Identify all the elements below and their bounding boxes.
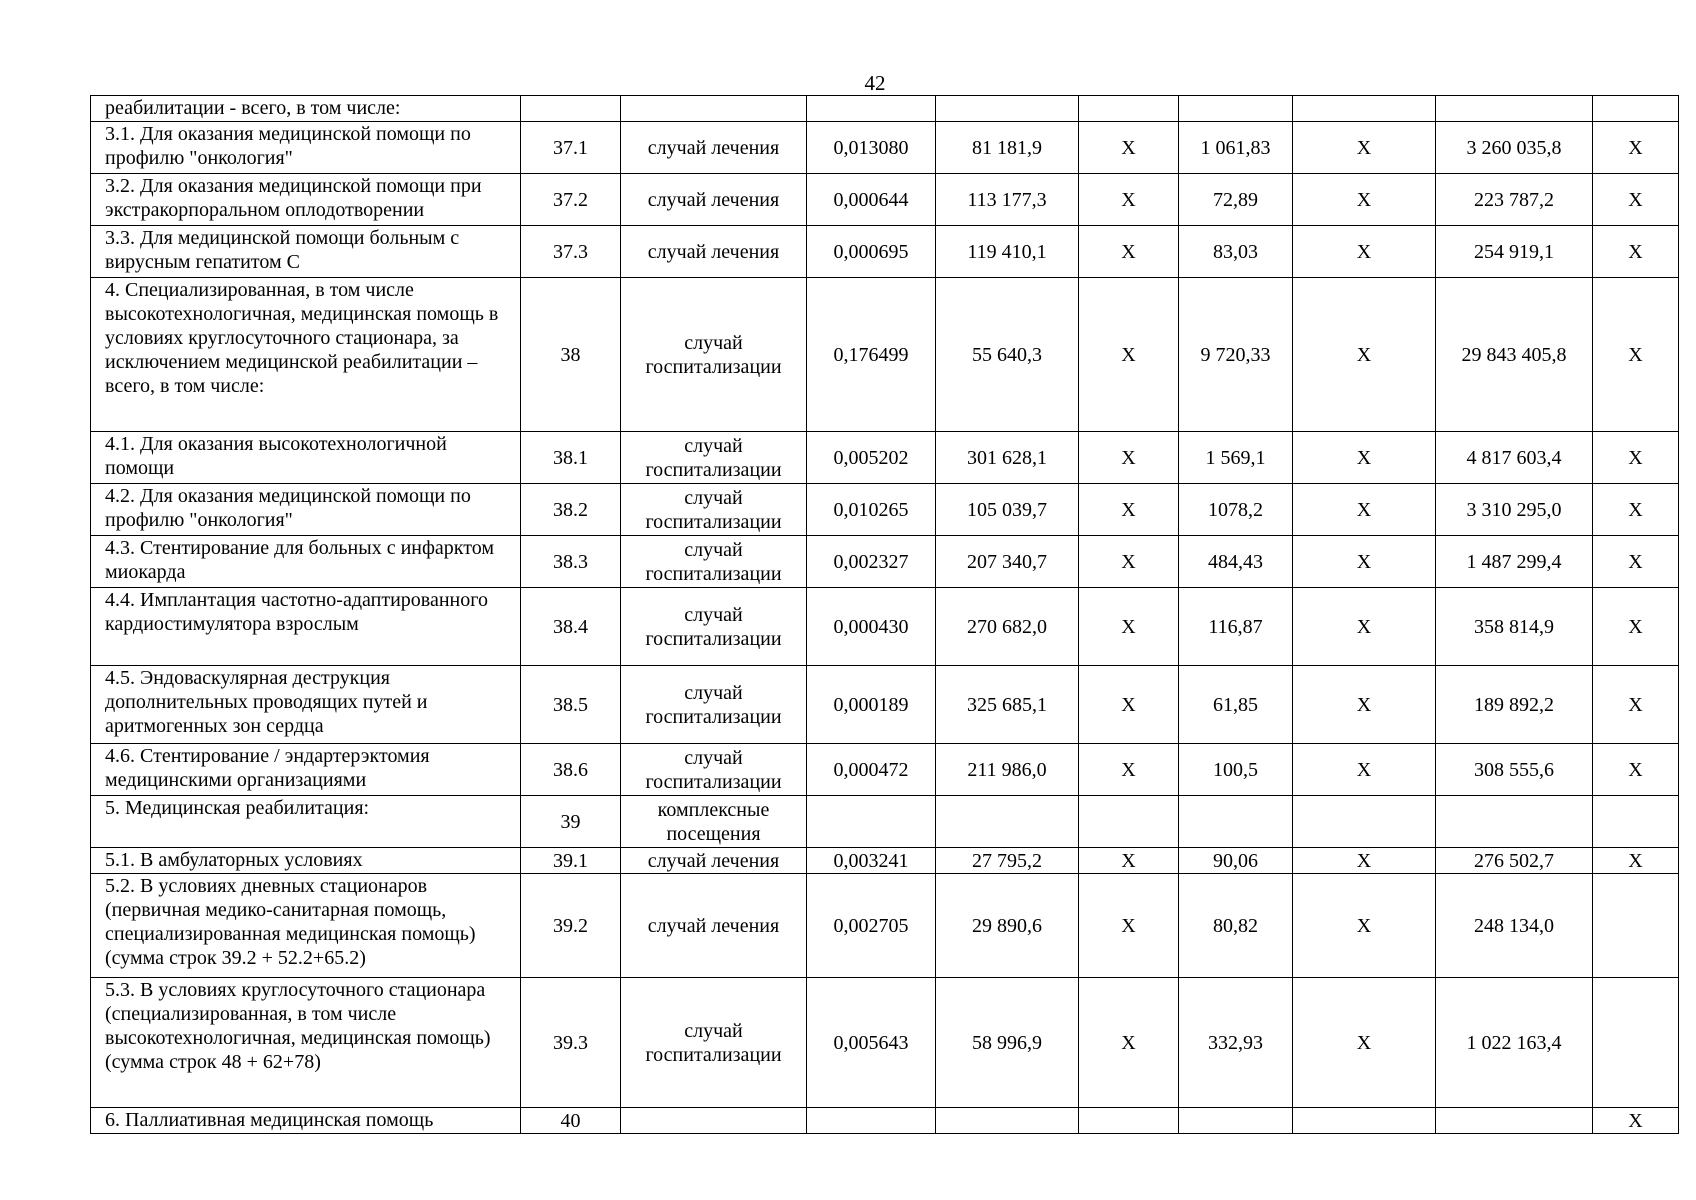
cost-cell: 301 628,1 <box>936 432 1079 484</box>
table-row <box>91 484 1679 536</box>
col9-cell: X <box>1593 536 1679 588</box>
col9-cell <box>1593 874 1679 978</box>
line-number-cell: 38.5 <box>521 666 621 744</box>
col5-cell: X <box>1079 484 1179 536</box>
line-number-cell: 37.2 <box>521 174 621 226</box>
line-number-cell: 38.2 <box>521 484 621 536</box>
table-row <box>91 978 1679 1108</box>
col5-cell: X <box>1079 432 1179 484</box>
col9-cell <box>1593 96 1679 122</box>
col8-cell: 308 555,6 <box>1436 744 1593 796</box>
col7-cell: X <box>1293 122 1436 174</box>
col5-cell <box>1079 1108 1179 1134</box>
col7-cell <box>1293 1108 1436 1134</box>
unit-cell: случай госпитализации <box>621 588 807 666</box>
col7-cell: X <box>1293 666 1436 744</box>
table-row <box>91 874 1679 978</box>
line-number-cell: 39.3 <box>521 978 621 1108</box>
line-number-cell: 37.1 <box>521 122 621 174</box>
col8-cell: 1 022 163,4 <box>1436 978 1593 1108</box>
cost-cell: 81 181,9 <box>936 122 1079 174</box>
line-number-cell: 39 <box>521 796 621 848</box>
row-name-cell: 4.3. Стентирование для больных с инфарктом миокарда <box>91 536 521 588</box>
col6-cell: 9 720,33 <box>1179 278 1293 432</box>
col5-cell: X <box>1079 874 1179 978</box>
norm-cell: 0,005643 <box>807 978 936 1108</box>
norm-cell <box>807 796 936 848</box>
cost-cell: 211 986,0 <box>936 744 1079 796</box>
col6-cell: 72,89 <box>1179 174 1293 226</box>
row-name-cell: реабилитации - всего, в том числе: <box>91 96 521 122</box>
norm-cell: 0,002327 <box>807 536 936 588</box>
col8-cell: 3 310 295,0 <box>1436 484 1593 536</box>
unit-cell: случай лечения <box>621 174 807 226</box>
norm-cell <box>807 1108 936 1134</box>
col9-cell: X <box>1593 122 1679 174</box>
row-name-cell: 4.4. Имплантация частотно-адаптированного кардиостимулятора взрослым <box>91 588 521 666</box>
col6-cell: 90,06 <box>1179 848 1293 874</box>
unit-cell: случай госпитализации <box>621 484 807 536</box>
cost-cell: 113 177,3 <box>936 174 1079 226</box>
col9-cell: X <box>1593 226 1679 278</box>
col7-cell: X <box>1293 588 1436 666</box>
cost-cell <box>936 796 1079 848</box>
cost-cell: 29 890,6 <box>936 874 1079 978</box>
line-number-cell: 38 <box>521 278 621 432</box>
cost-cell: 207 340,7 <box>936 536 1079 588</box>
col9-cell: X <box>1593 848 1679 874</box>
row-name-cell: 4.2. Для оказания медицинской помощи по профилю "онкология" <box>91 484 521 536</box>
page-number: 42 <box>864 71 886 95</box>
cost-cell: 55 640,3 <box>936 278 1079 432</box>
table-row <box>91 96 1679 122</box>
col9-cell: X <box>1593 484 1679 536</box>
col9-cell <box>1593 978 1679 1108</box>
col6-cell: 116,87 <box>1179 588 1293 666</box>
cost-cell: 58 996,9 <box>936 978 1079 1108</box>
col8-cell <box>1436 796 1593 848</box>
col8-cell: 358 814,9 <box>1436 588 1593 666</box>
col6-cell: 1078,2 <box>1179 484 1293 536</box>
table-row <box>91 666 1679 744</box>
col5-cell: X <box>1079 536 1179 588</box>
col5-cell: X <box>1079 122 1179 174</box>
col9-cell <box>1593 796 1679 848</box>
row-name-cell: 4. Специализированная, в том числе высокотехнологичная, медицинская помощь в условиях круглосуточного стационара, за исключением медицинской реабилитации – всего, в том числе: <box>91 278 521 432</box>
norm-cell: 0,003241 <box>807 848 936 874</box>
norm-cell <box>807 96 936 122</box>
col7-cell: X <box>1293 226 1436 278</box>
col7-cell <box>1293 796 1436 848</box>
col8-cell: 276 502,7 <box>1436 848 1593 874</box>
col5-cell: X <box>1079 848 1179 874</box>
norm-cell: 0,000695 <box>807 226 936 278</box>
col6-cell: 1 569,1 <box>1179 432 1293 484</box>
col7-cell: X <box>1293 848 1436 874</box>
table-row <box>91 1108 1679 1134</box>
table-row <box>91 174 1679 226</box>
col6-cell: 80,82 <box>1179 874 1293 978</box>
cost-cell: 270 682,0 <box>936 588 1079 666</box>
col6-cell: 1 061,83 <box>1179 122 1293 174</box>
col9-cell: X <box>1593 174 1679 226</box>
norm-cell: 0,000644 <box>807 174 936 226</box>
col8-cell: 4 817 603,4 <box>1436 432 1593 484</box>
unit-cell <box>621 96 807 122</box>
norm-cell: 0,002705 <box>807 874 936 978</box>
line-number-cell: 39.1 <box>521 848 621 874</box>
unit-cell: случай госпитализации <box>621 666 807 744</box>
col7-cell: X <box>1293 484 1436 536</box>
col9-cell: X <box>1593 588 1679 666</box>
table-row <box>91 588 1679 666</box>
row-name-cell: 3.2. Для оказания медицинской помощи при экстракорпоральном оплодотворении <box>91 174 521 226</box>
cost-cell: 27 795,2 <box>936 848 1079 874</box>
col6-cell: 61,85 <box>1179 666 1293 744</box>
table-row <box>91 744 1679 796</box>
unit-cell: случай госпитализации <box>621 744 807 796</box>
line-number-cell <box>521 96 621 122</box>
col7-cell: X <box>1293 432 1436 484</box>
unit-cell: случай лечения <box>621 226 807 278</box>
col8-cell: 3 260 035,8 <box>1436 122 1593 174</box>
line-number-cell: 38.6 <box>521 744 621 796</box>
col8-cell <box>1436 1108 1593 1134</box>
table-row <box>91 432 1679 484</box>
col8-cell: 29 843 405,8 <box>1436 278 1593 432</box>
norm-cell: 0,013080 <box>807 122 936 174</box>
row-name-cell: 3.3. Для медицинской помощи больным с вирусным гепатитом C <box>91 226 521 278</box>
data-table <box>90 95 1679 1134</box>
col7-cell: X <box>1293 874 1436 978</box>
line-number-cell: 40 <box>521 1108 621 1134</box>
row-name-cell: 4.6. Стентирование / эндартерэктомия медицинскими организациями <box>91 744 521 796</box>
col5-cell <box>1079 796 1179 848</box>
table-row <box>91 536 1679 588</box>
cost-cell: 105 039,7 <box>936 484 1079 536</box>
cost-cell: 325 685,1 <box>936 666 1079 744</box>
col9-cell: X <box>1593 666 1679 744</box>
row-name-cell: 6. Паллиативная медицинская помощь <box>91 1108 521 1134</box>
norm-cell: 0,000189 <box>807 666 936 744</box>
row-name-cell: 4.5. Эндоваскулярная деструкция дополнительных проводящих путей и аритмогенных зон сердца <box>91 666 521 744</box>
line-number-cell: 39.2 <box>521 874 621 978</box>
table-row <box>91 226 1679 278</box>
col8-cell: 1 487 299,4 <box>1436 536 1593 588</box>
col6-cell: 484,43 <box>1179 536 1293 588</box>
cost-cell <box>936 1108 1079 1134</box>
unit-cell: случай госпитализации <box>621 536 807 588</box>
col9-cell: X <box>1593 278 1679 432</box>
unit-cell: случай лечения <box>621 122 807 174</box>
col7-cell: X <box>1293 744 1436 796</box>
col5-cell: X <box>1079 588 1179 666</box>
col5-cell: X <box>1079 174 1179 226</box>
col6-cell: 100,5 <box>1179 744 1293 796</box>
line-number-cell: 38.3 <box>521 536 621 588</box>
col6-cell <box>1179 96 1293 122</box>
table-row <box>91 122 1679 174</box>
col7-cell: X <box>1293 278 1436 432</box>
norm-cell: 0,005202 <box>807 432 936 484</box>
unit-cell: случай лечения <box>621 848 807 874</box>
norm-cell: 0,000472 <box>807 744 936 796</box>
row-name-cell: 5.2. В условиях дневных стационаров (первичная медико-санитарная помощь, специализированная медицинская помощь) (сумма строк 39.2 + 52.2+65.2) <box>91 874 521 978</box>
col8-cell: 189 892,2 <box>1436 666 1593 744</box>
col7-cell: X <box>1293 174 1436 226</box>
cost-cell <box>936 96 1079 122</box>
col8-cell: 254 919,1 <box>1436 226 1593 278</box>
col6-cell <box>1179 1108 1293 1134</box>
row-name-cell: 5. Медицинская реабилитация: <box>91 796 521 848</box>
line-number-cell: 37.3 <box>521 226 621 278</box>
col8-cell <box>1436 96 1593 122</box>
norm-cell: 0,010265 <box>807 484 936 536</box>
unit-cell <box>621 1108 807 1134</box>
row-name-cell: 3.1. Для оказания медицинской помощи по профилю "онкология" <box>91 122 521 174</box>
unit-cell: случай госпитализации <box>621 278 807 432</box>
col5-cell: X <box>1079 978 1179 1108</box>
table-row <box>91 796 1679 848</box>
row-name-cell: 5.1. В амбулаторных условиях <box>91 848 521 874</box>
col6-cell: 332,93 <box>1179 978 1293 1108</box>
row-name-cell: 4.1. Для оказания высокотехнологичной помощи <box>91 432 521 484</box>
col5-cell: X <box>1079 226 1179 278</box>
col5-cell: X <box>1079 666 1179 744</box>
table-row <box>91 278 1679 432</box>
col7-cell: X <box>1293 978 1436 1108</box>
cost-cell: 119 410,1 <box>936 226 1079 278</box>
unit-cell: комплексные посещения <box>621 796 807 848</box>
line-number-cell: 38.4 <box>521 588 621 666</box>
unit-cell: случай госпитализации <box>621 432 807 484</box>
col6-cell: 83,03 <box>1179 226 1293 278</box>
col5-cell: X <box>1079 744 1179 796</box>
col9-cell: X <box>1593 432 1679 484</box>
table-body <box>91 96 1679 1134</box>
unit-cell: случай госпитализации <box>621 978 807 1108</box>
unit-cell: случай лечения <box>621 874 807 978</box>
col6-cell <box>1179 796 1293 848</box>
table-row <box>91 848 1679 874</box>
norm-cell: 0,000430 <box>807 588 936 666</box>
col8-cell: 248 134,0 <box>1436 874 1593 978</box>
col9-cell: X <box>1593 744 1679 796</box>
col9-cell: X <box>1593 1108 1679 1134</box>
line-number-cell: 38.1 <box>521 432 621 484</box>
col7-cell: X <box>1293 536 1436 588</box>
norm-cell: 0,176499 <box>807 278 936 432</box>
col7-cell <box>1293 96 1436 122</box>
col8-cell: 223 787,2 <box>1436 174 1593 226</box>
col5-cell <box>1079 96 1179 122</box>
col5-cell: X <box>1079 278 1179 432</box>
row-name-cell: 5.3. В условиях круглосуточного стационара (специализированная, в том числе высокотехнологичная, медицинская помощь) (сумма строк 48 + 62+78) <box>91 978 521 1108</box>
